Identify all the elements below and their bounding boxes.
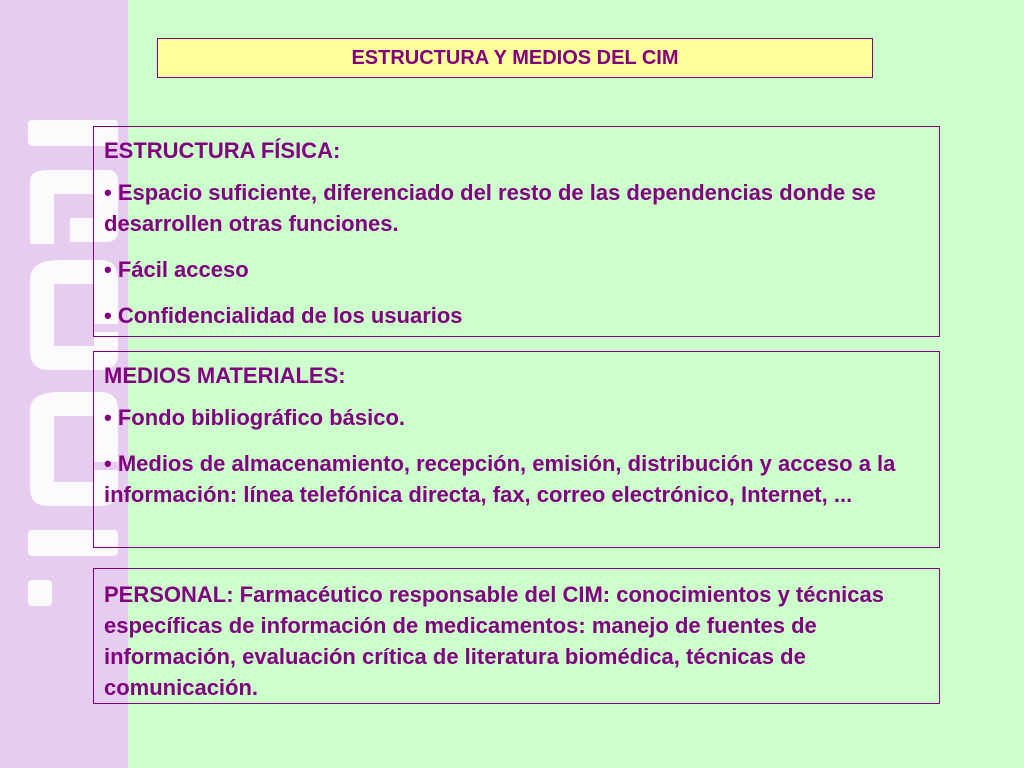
bullet-item: • Fondo bibliográfico básico. [104, 405, 406, 430]
bullet-item: • Fácil acceso [104, 257, 249, 282]
bullet-item: • Espacio suficiente, diferenciado del resto de las dependencias donde se desarrollen otras funciones. [104, 180, 876, 236]
section-heading: MEDIOS MATERIALES: [104, 363, 346, 388]
estructura-fisica-box [93, 126, 940, 337]
personal-text: PERSONAL: Farmacéutico responsable del CIM: conocimientos y técnicas específicas de información de medicamentos: manejo de fuentes de información, evaluación crítica de literatura biomédica, técnicas de comunicación. [104, 582, 884, 700]
personal-box [93, 568, 940, 704]
slide-title-box [157, 38, 873, 78]
slide-title: ESTRUCTURA Y MEDIOS DEL CIM [351, 46, 679, 69]
section-heading: ESTRUCTURA FÍSICA: [104, 138, 341, 163]
bullet-item: • Medios de almacenamiento, recepción, emisión, distribución y acceso a la información: línea telefónica directa, fax, correo electrónico, Internet, ... [104, 451, 896, 507]
bullet-item: • Confidencialidad de los usuarios [104, 303, 463, 328]
medios-materiales-box [93, 351, 940, 548]
